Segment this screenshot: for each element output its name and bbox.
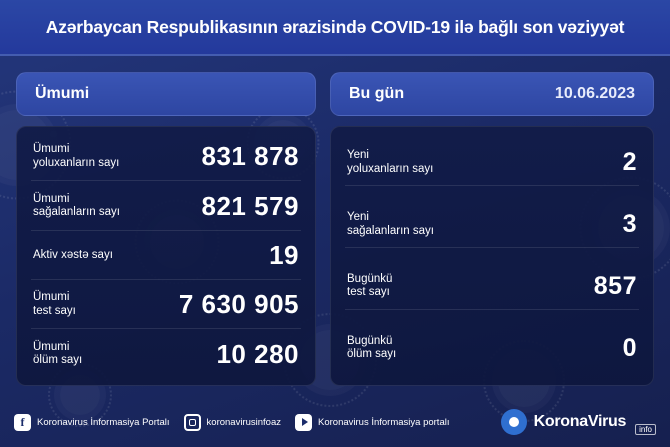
stat-label: Ümumi yoluxanların sayı — [33, 143, 120, 169]
table-row — [31, 134, 301, 181]
table-row — [345, 141, 639, 186]
stat-label: Bugünkü test sayı — [347, 272, 393, 299]
stat-label: Ümumi test sayı — [33, 291, 76, 317]
youtube-label: Koronavirus İnformasiya portalı — [318, 416, 450, 428]
stat-value: 821 579 — [201, 190, 299, 221]
stat-value: 19 — [269, 239, 299, 270]
table-row — [31, 332, 301, 378]
instagram-icon — [184, 414, 201, 431]
page-title: Azərbaycan Respublikasının ərazisində COVID-19 ilə bağlı son vəziyyət — [45, 16, 625, 37]
stats-columns — [0, 56, 670, 386]
stat-label: Bugünkü ölüm sayı — [347, 334, 397, 361]
footer — [0, 397, 670, 447]
stat-label: Yeni sağalanların sayı — [347, 211, 434, 237]
social-links — [14, 414, 487, 431]
stat-label: Ümumi ölüm sayı — [33, 340, 83, 367]
facebook-label: Koronavirus İnformasiya Portalı — [37, 416, 170, 428]
today-panel-title — [330, 72, 654, 116]
table-row — [345, 327, 639, 371]
today-stats-card — [330, 126, 654, 386]
table-row — [31, 233, 301, 280]
stat-value: 0 — [622, 333, 637, 362]
brand-badge: info — [635, 424, 656, 435]
youtube-icon — [295, 414, 312, 431]
total-panel-label: Ümumi — [35, 85, 90, 102]
today-panel-label: Bu gün — [349, 85, 405, 102]
total-stats-column — [16, 72, 316, 386]
report-date: 10.06.2023 — [554, 85, 635, 102]
facebook-link[interactable] — [14, 414, 170, 431]
stat-value: 857 — [593, 271, 637, 300]
stat-label: Ümumi sağalanların sayı — [33, 192, 120, 219]
stat-value: 831 878 — [201, 141, 299, 172]
stat-label: Yeni yoluxanların sayı — [347, 149, 434, 175]
stat-value: 7 630 905 — [178, 289, 299, 320]
stat-value: 10 280 — [216, 338, 299, 369]
brand-logo — [501, 409, 656, 435]
youtube-link[interactable] — [295, 414, 449, 431]
brand-name: KoronaVirus — [533, 413, 627, 430]
facebook-icon: f — [14, 414, 31, 431]
stat-value: 3 — [622, 210, 637, 239]
instagram-link[interactable] — [184, 414, 281, 431]
table-row — [31, 184, 301, 231]
virus-logo-icon — [501, 409, 527, 435]
table-row — [345, 265, 639, 310]
table-row — [31, 282, 301, 329]
stat-label: Aktiv xəstə sayı — [33, 248, 113, 261]
instagram-label: koronavirusinfoaz — [206, 416, 281, 428]
total-panel-title — [16, 72, 316, 116]
stat-value: 2 — [622, 148, 637, 177]
total-stats-card — [16, 126, 316, 386]
table-row — [345, 203, 639, 248]
page-header — [0, 0, 670, 56]
today-stats-column — [330, 72, 654, 386]
